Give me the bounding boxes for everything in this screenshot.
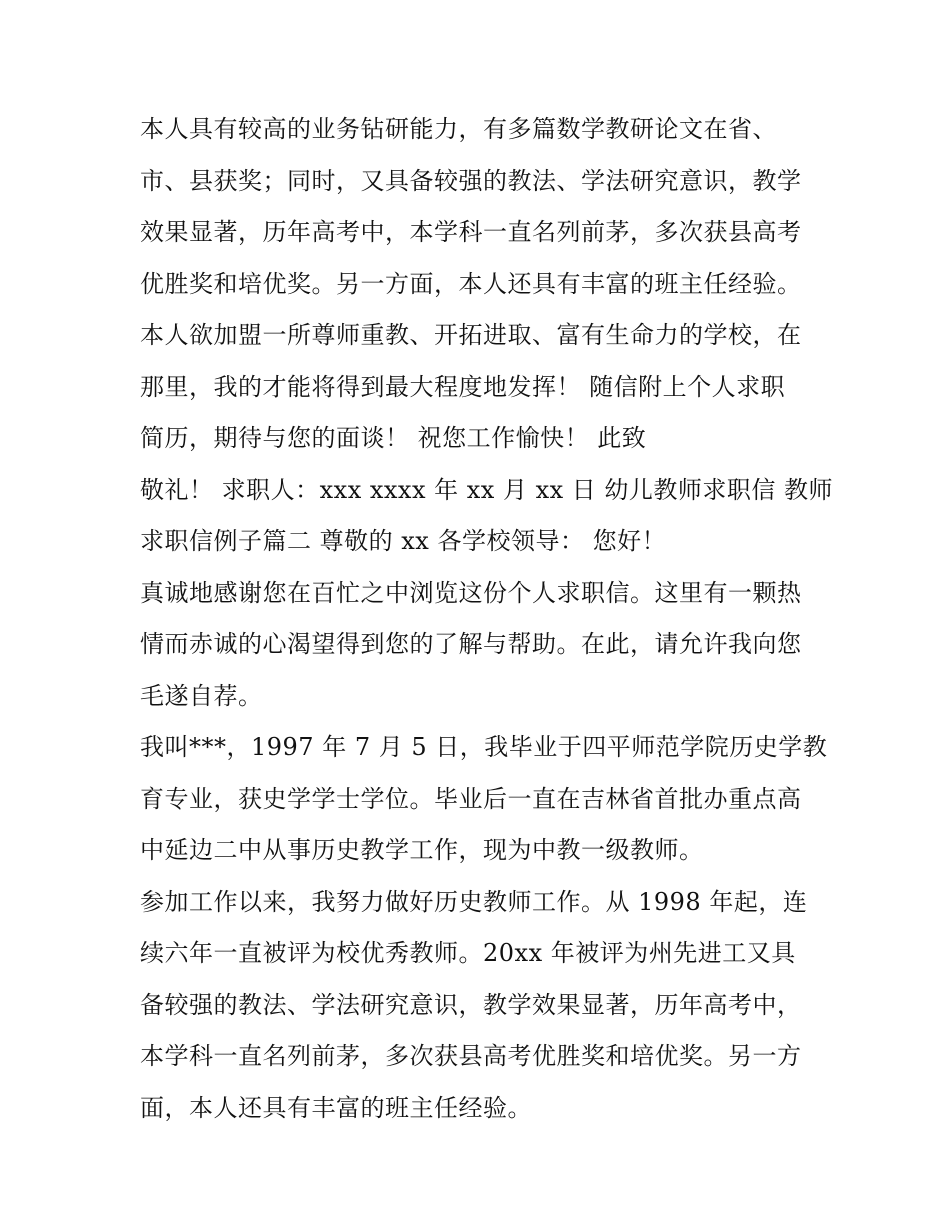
text-line: 参加工作以来，我努力做好历史教师工作。从 1998 年起，连 bbox=[140, 887, 808, 916]
text-line: 真诚地感谢您在百忙之中浏览这份个人求职信。这里有一颗热 bbox=[140, 578, 802, 607]
text-line: 优胜奖和培优奖。另一方面，本人还具有丰富的班主任经验。 bbox=[140, 269, 802, 298]
text-line: 那里，我的才能将得到最大程度地发挥！ 随信附上个人求职 bbox=[140, 372, 786, 401]
text-line: 敬礼！ 求职人：xxx xxxx 年 xx 月 xx 日 幼儿教师求职信 教师 bbox=[140, 475, 834, 504]
text-line: 本人欲加盟一所尊师重教、开拓进取、富有生命力的学校，在 bbox=[140, 321, 802, 349]
text-line: 情而赤诚的心渴望得到您的了解与帮助。在此，请允许我向您 bbox=[140, 630, 802, 658]
text-line: 毛遂自荐。 bbox=[140, 681, 263, 710]
text-line: 市、县获奖；同时，又具备较强的教法、学法研究意识，教学 bbox=[140, 166, 802, 195]
text-line: 本学科一直名列前茅，多次获县高考优胜奖和培优奖。另一方 bbox=[140, 1042, 802, 1070]
text-line: 育专业，获史学学士学位。毕业后一直在吉林省首批办重点高 bbox=[140, 784, 802, 813]
document-body bbox=[140, 104, 834, 1134]
text-line: 备较强的教法、学法研究意识，教学效果显著，历年高考中， bbox=[140, 990, 802, 1019]
text-line: 面，本人还具有丰富的班主任经验。 bbox=[140, 1093, 532, 1122]
text-line: 续六年一直被评为校优秀教师。20xx 年被评为州先进工又具 bbox=[140, 939, 796, 967]
text-line: 效果显著，历年高考中，本学科一直名列前茅，多次获县高考 bbox=[140, 218, 802, 246]
text-line: 本人具有较高的业务钻研能力，有多篇数学教研论文在省、 bbox=[140, 115, 777, 143]
text-line: 简历，期待与您的面谈！ 祝您工作愉快！ 此致 bbox=[140, 424, 647, 452]
text-line: 我叫***，1997 年 7 月 5 日，我毕业于四平师范学院历史学教 bbox=[140, 733, 828, 761]
text-line: 中延边二中从事历史教学工作，现为中教一级教师。 bbox=[140, 836, 704, 864]
text-line: 求职信例子篇二 尊敬的 xx 各学校领导： 您好！ bbox=[140, 527, 667, 555]
